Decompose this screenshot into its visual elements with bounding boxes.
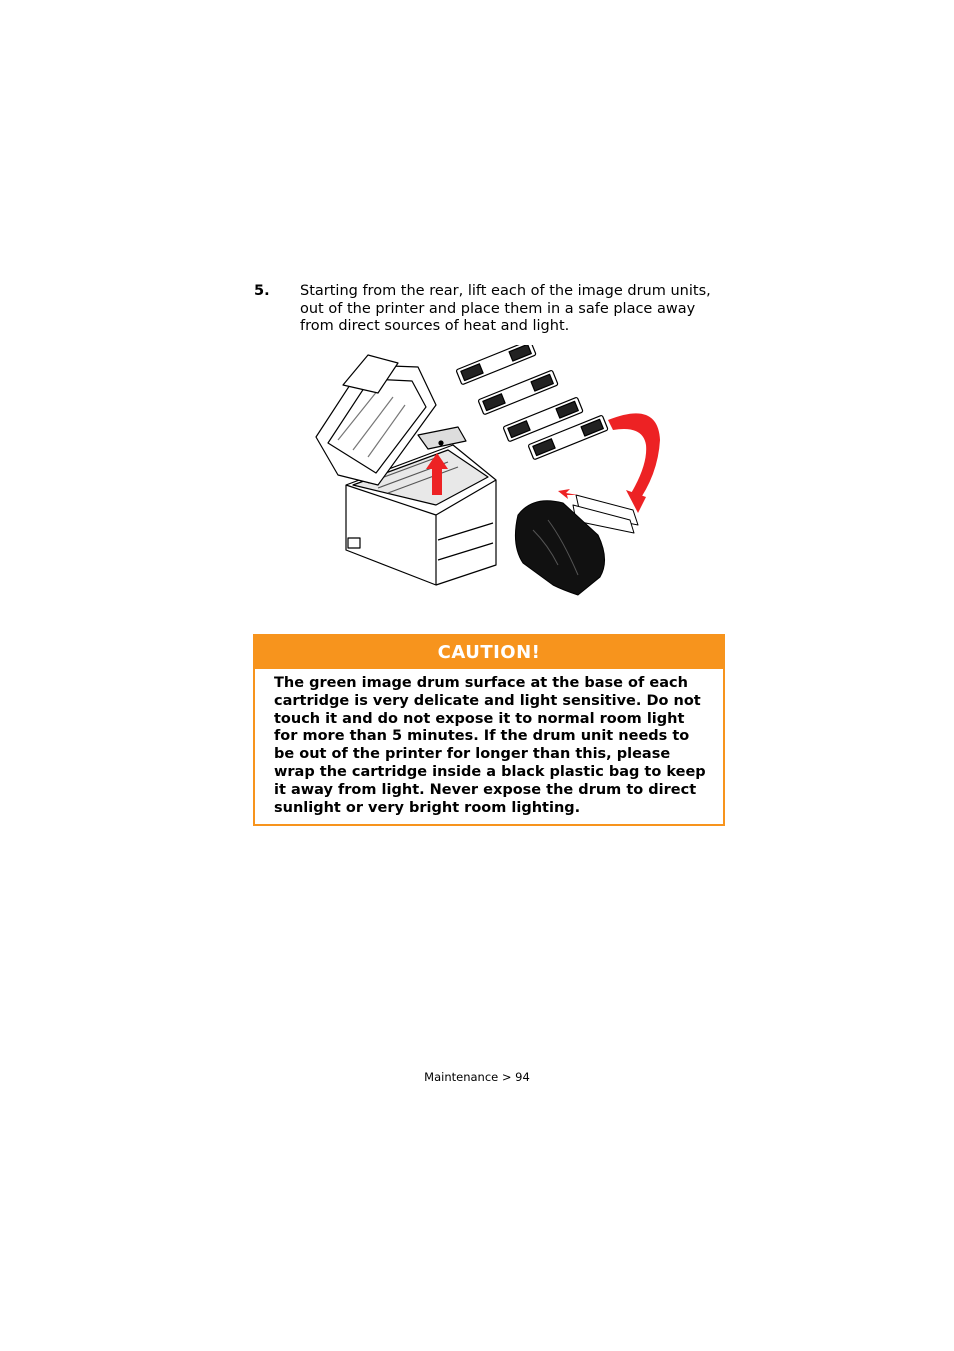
drum-cartridges <box>456 345 608 460</box>
caution-box <box>253 634 725 826</box>
curved-arrow-icon <box>608 413 660 505</box>
caution-body: The green image drum surface at the base of each cartridge is very delicate and light sensitive. Do not touch it and do not expose it to normal room light for more than 5 minutes. If the drum unit needs to be out of the printer for longer than this, please wrap the cartridge inside a black plastic bag to keep it away from light. Never expose the drum to direct sunlight or very bright room lighting. <box>274 675 706 816</box>
caution-title: CAUTION! <box>255 636 723 669</box>
step-number: 5. <box>254 283 270 299</box>
page-footer: Maintenance > 94 <box>424 1070 530 1084</box>
step-text: Starting from the rear, lift each of the image drum units, out of the printer and place them in a safe place away from direct sources of heat and light. <box>300 283 711 334</box>
bag-arrow-icon <box>558 489 578 499</box>
drum-removal-illustration <box>308 345 678 600</box>
printer-illustration <box>316 355 496 585</box>
step-5 <box>254 283 724 336</box>
